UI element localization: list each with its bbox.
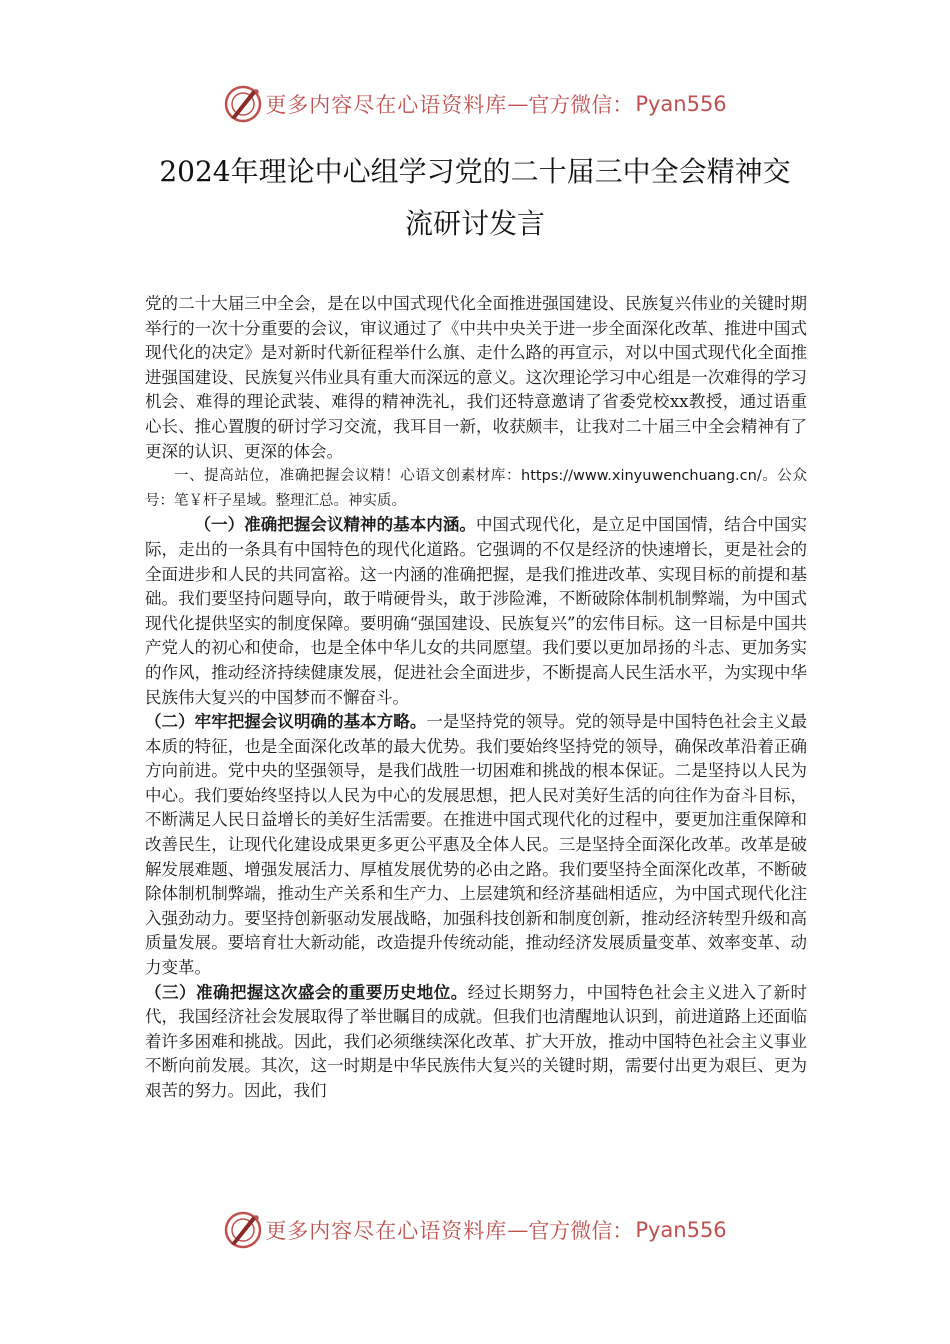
watermark-brand: 更多内容尽在心语资料库 (265, 93, 508, 117)
watermark-banner-top (0, 82, 950, 126)
quill-pen-icon (223, 84, 263, 124)
quill-pen-icon (223, 1210, 263, 1250)
section-paragraph-3 (145, 981, 807, 1104)
watermark-dash: — (507, 92, 529, 116)
intro-paragraph: 党的二十大届三中全会，是在以中国式现代化全面推进强国建设、民族复兴伟业的关键时期举行的一次十分重要的会议，审议通过了《中共中央关于进一步全面深化改革、推进中国式现代化的决定》是对新时代新征程举什么旗、走什么路的再宣示，对以中国式现代化全面推进强国建设、民族复兴伟业具有重大而深远的意义。这次理论学习中心组是一次难得的学习机会、难得的理论武装、难得的精神洗礼，我们还特意邀请了省委党校xx教授，通过语重心长、推心置腹的研讨学习交流，我耳目一新，收获颇丰，让我对二十届三中全会精神有了更深的认识、更深的体会。 (145, 294, 807, 461)
section-paragraph-1 (145, 513, 807, 710)
section-text-1: 中国式现代化，是立足中国国情，结合中国实际，走出的一条具有中国特色的现代化道路。它强调的不仅是经济的快速增长，更是社会的全面进步和人民的共同富裕。这一内涵的准确把握，是我们推进改革、实现目标的前提和基础。我们要坚持问题导向，敢于啃硬骨头，敢于涉险滩，不断破除体制机制弊端，为中国式现代化提供坚实的制度保障。要明确“强国建设、民族复兴”的宏伟目标。这一目标是中国共产党人的初心和使命，也是全体中华儿女的共同愿望。我们要以更加昂扬的斗志、更加务实的作风，推动经济持续健康发展，促进社会全面进步，不断提高人民生活水平，为实现中华民族伟大复兴的中国梦而不懈奋斗。 (145, 515, 808, 707)
watermark-wechat-id: Pyan556 (635, 92, 727, 116)
subheading-2: （二）牢牢把握会议明确的基本方略。 (145, 712, 427, 732)
document-title (120, 146, 830, 250)
section-text-2: 一是坚持党的领导。党的领导是中国特色社会主义最本质的特征，也是全面深化改革的最大优势。我们要始终坚持党的领导，确保改革沿着正确方向前进。党中央的坚强领导，是我们战胜一切困难和挑战的根本保证。二是坚持以人民为中心。我们要始终坚持以人民为中心的发展思想，把人民对美好生活的向往作为奋斗目标，不断满足人民日益增长的美好生活需要。在推进中国式现代化的过程中，要更加注重保障和改善民生，让现代化建设成果更多更公平惠及全体人民。三是坚持全面深化改革。改革是破解发展难题、增强发展活力、厚植发展优势的必由之路。我们要坚持全面深化改革，不断破除体制机制弊端，推动生产关系和生产力、上层建筑和经济基础相适应，为中国式现代化注入强劲动力。要坚持创新驱动发展战略，加强科技创新和制度创新，推动经济转型升级和高质量发展。要培育壮大新动能，改造提升传统动能，推动经济发展质量变革、效率变革、动力变革。 (145, 712, 808, 978)
subheading-1: （一）准确把握会议精神的基本内涵。 (194, 515, 476, 535)
watermark-label: 官方微信： (528, 1219, 634, 1243)
title-line-1: 2024年理论中心组学习党的二十届三中全会精神交 (159, 155, 791, 188)
title-line-2: 流研讨发言 (404, 207, 545, 240)
watermark-banner-bottom (0, 1208, 950, 1252)
subheading-3: （三）准确把握这次盛会的重要历史地位。 (145, 982, 468, 1002)
section-heading-1: 一、提高站位，准确把握会议精！心语文创素材库：https://www.xinyuwenchuang.cn/。公众号：笔￥杆子星域。整理汇总。神实质。 (145, 468, 807, 509)
watermark-label: 官方微信： (528, 93, 634, 117)
section-paragraph-2 (145, 710, 807, 981)
section-text-3: 经过长期努力，中国特色社会主义进入了新时代，我国经济社会发展取得了举世瞩目的成就。但我们也清醒地认识到，前进道路上还面临着许多困难和挑战。因此，我们必须继续深化改革、扩大开放，推动中国特色社会主义事业不断向前发展。其次，这一时期是中华民族伟大复兴的关键时期，需要付出更为艰巨、更为艰苦的努力。因此，我们 (145, 982, 808, 1100)
watermark-brand: 更多内容尽在心语资料库 (265, 1219, 508, 1243)
watermark-dash: — (507, 1218, 529, 1242)
document-body (145, 292, 807, 1104)
watermark-wechat-id: Pyan556 (635, 1218, 727, 1242)
